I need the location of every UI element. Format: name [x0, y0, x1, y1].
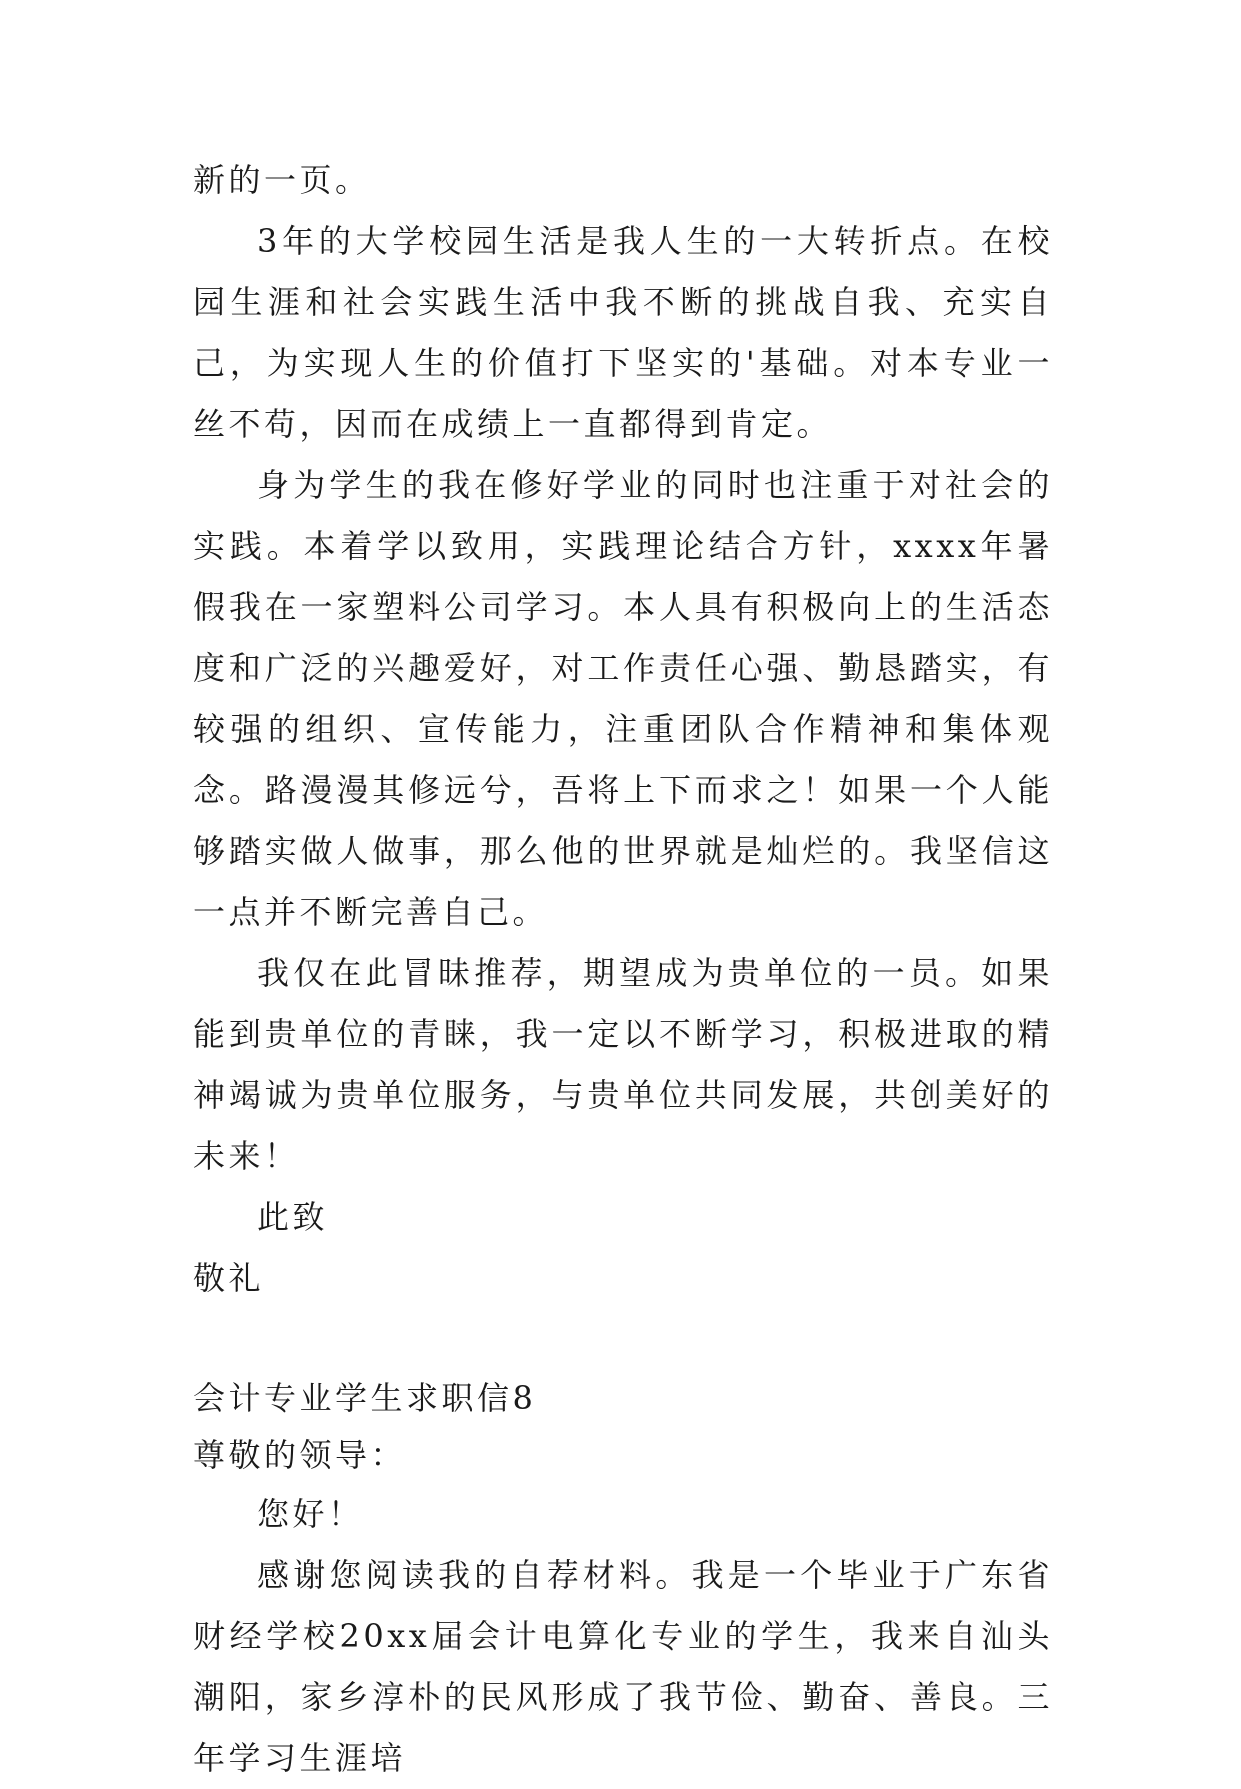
blank-line	[193, 1309, 1053, 1370]
document-page	[193, 150, 1053, 1789]
paragraph-social-practice: 身为学生的我在修好学业的同时也注重于对社会的实践。本着学以致用，实践理论结合方针，xxxx年暑假我在一家塑料公司学习。本人具有积极向上的生活态度和广泛的兴趣爱好，对工作责任心强、勤恳踏实，有较强的组织、宣传能力，注重团队合作精神和集体观念。路漫漫其修远兮，吾将上下而求之！如果一个人能够踏实做人做事，那么他的世界就是灿烂的。我坚信这一点并不断完善自己。	[193, 466, 1053, 931]
paragraph-recommendation: 我仅在此冒昧推荐，期望成为贵单位的一员。如果能到贵单位的青睐，我一定以不断学习，积极进取的精神竭诚为贵单位服务，与贵单位共同发展，共创美好的未来！	[193, 954, 1053, 1175]
closing-line-1: 此致	[257, 1198, 329, 1236]
paragraph-self-introduction: 感谢您阅读我的自荐材料。我是一个毕业于广东省财经学校20xx届会计电算化专业的学生，我来自汕头潮阳，家乡淳朴的民风形成了我节俭、勤奋、善良。三年学习生涯培	[193, 1556, 1053, 1777]
closing-line-2: 敬礼	[193, 1259, 265, 1297]
paragraph-college-life: 3年的大学校园生活是我人生的一大转折点。在校园生涯和社会实践生活中我不断的挑战自我、充实自己，为实现人生的价值打下坚实的'基础。对本专业一丝不苟，因而在成绩上一直都得到肯定。	[193, 222, 1053, 443]
greeting: 您好！	[257, 1495, 364, 1533]
paragraph-continuation: 新的一页。	[193, 161, 371, 199]
salutation: 尊敬的领导：	[193, 1436, 407, 1474]
section-title: 会计专业学生求职信8	[193, 1379, 537, 1417]
